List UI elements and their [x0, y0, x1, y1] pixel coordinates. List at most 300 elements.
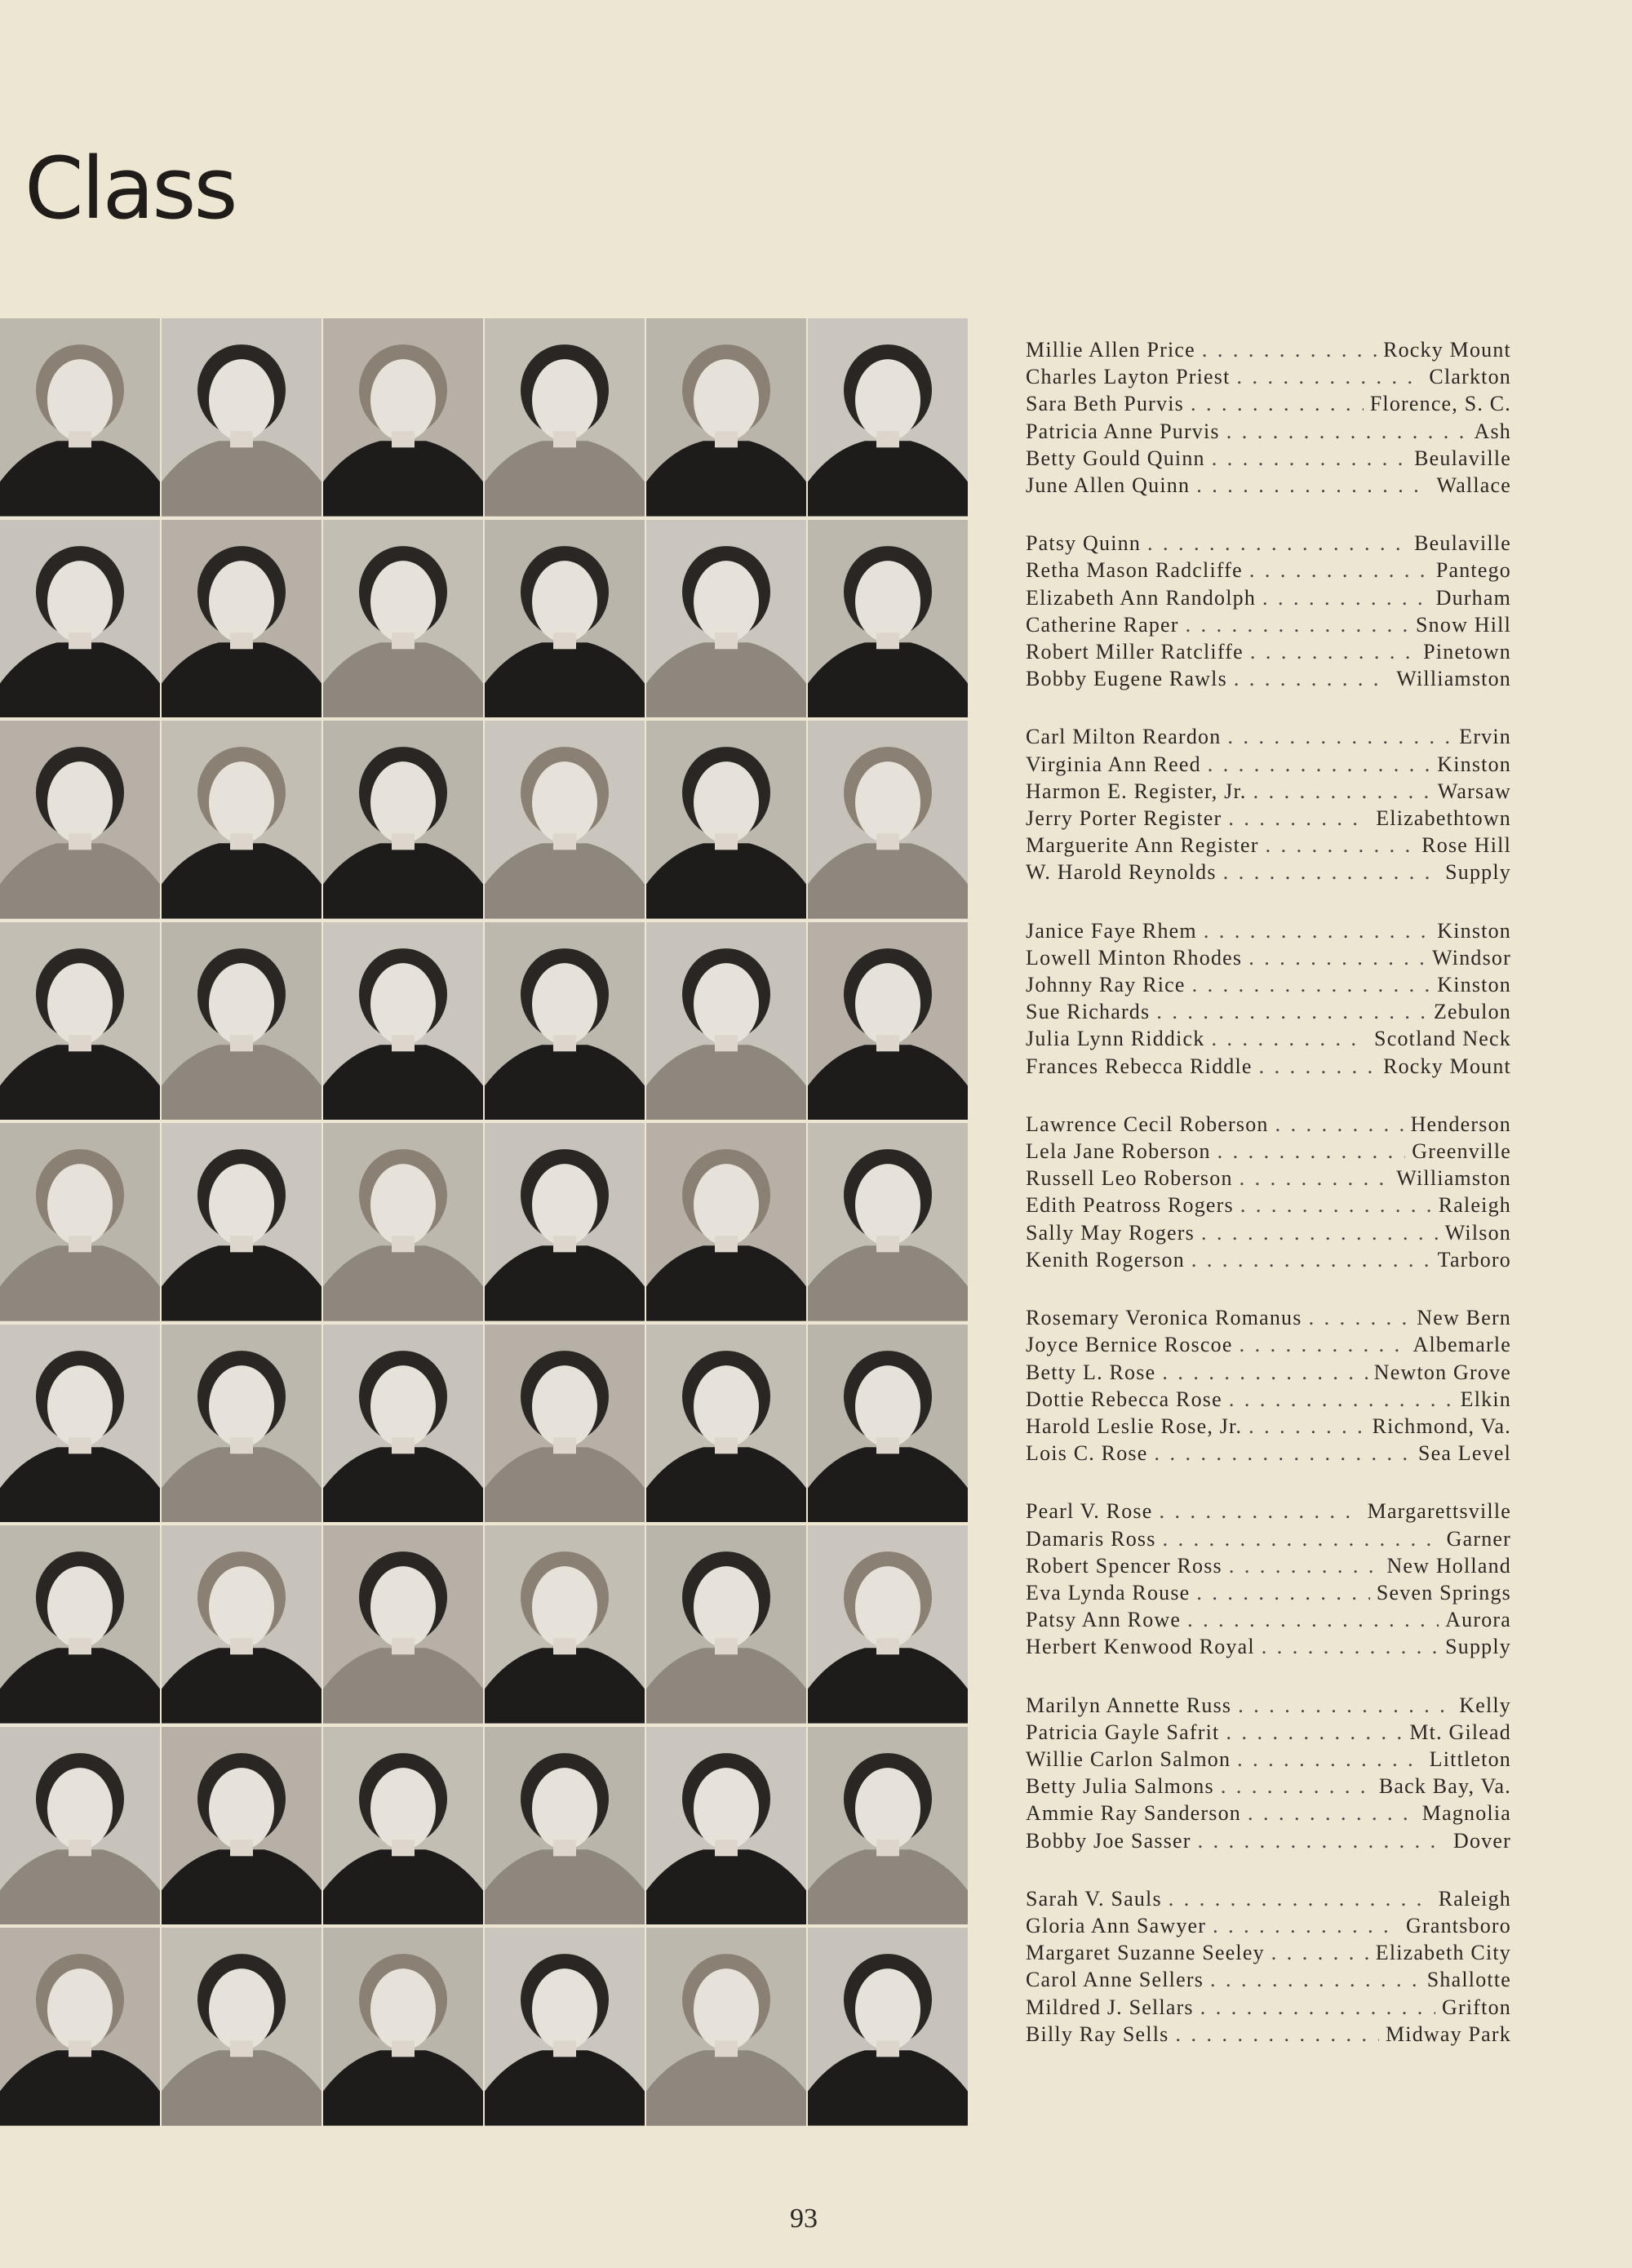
- student-entry: [1026, 859, 1511, 885]
- student-portrait: [808, 1928, 968, 2126]
- dot-leader: [1208, 751, 1430, 778]
- student-hometown: Raleigh: [1438, 1886, 1511, 1911]
- student-portrait: [162, 922, 322, 1121]
- student-portrait: [323, 1727, 483, 1925]
- student-name: Carl Milton Reardon: [1026, 725, 1222, 749]
- student-name: Willie Carlon Salmon: [1026, 1746, 1231, 1771]
- student-portrait: [808, 1123, 968, 1321]
- student-entry: [1026, 1966, 1511, 1993]
- student-name: W. Harold Reynolds: [1026, 860, 1217, 885]
- student-name: Betty Gould Quinn: [1026, 446, 1205, 470]
- student-hometown: Ervin: [1459, 725, 1511, 749]
- student-hometown: Ash: [1474, 419, 1511, 443]
- student-portrait: [808, 520, 968, 718]
- student-portrait: [0, 1123, 160, 1321]
- student-name-list: [1026, 336, 1511, 2079]
- student-hometown: Littleton: [1429, 1746, 1511, 1771]
- dot-leader: [1196, 472, 1430, 499]
- student-portrait: [162, 1325, 322, 1523]
- student-portrait: [323, 1325, 483, 1523]
- student-name: Sarah V. Sauls: [1026, 1886, 1162, 1911]
- portrait-silhouette: [162, 1525, 322, 1724]
- student-hometown: Richmond, Va.: [1372, 1414, 1511, 1438]
- student-hometown: Dover: [1453, 1828, 1511, 1853]
- student-entry: [1026, 1165, 1511, 1192]
- portrait-silhouette: [0, 1525, 160, 1724]
- student-portrait: [0, 922, 160, 1121]
- student-hometown: Supply: [1445, 860, 1511, 885]
- student-entry: [1026, 944, 1511, 971]
- student-name: Betty L. Rose: [1026, 1360, 1156, 1384]
- student-entry: [1026, 1498, 1511, 1525]
- student-portrait: [323, 1123, 483, 1321]
- portrait-silhouette: [808, 318, 968, 517]
- student-name: Margaret Suzanne Seeley: [1026, 1941, 1265, 1965]
- student-portrait: [323, 520, 483, 718]
- student-portrait: [485, 922, 645, 1121]
- student-portrait: [485, 721, 645, 919]
- dot-leader: [1271, 1939, 1369, 1966]
- dot-leader: [1191, 1246, 1431, 1273]
- dot-leader: [1248, 944, 1426, 971]
- student-name: Sue Richards: [1026, 1000, 1151, 1024]
- dot-leader: [1159, 1498, 1360, 1525]
- student-name: Lawrence Cecil Roberson: [1026, 1112, 1269, 1136]
- dot-leader: [1154, 1440, 1412, 1467]
- student-hometown: Elizabethtown: [1376, 806, 1511, 831]
- student-portrait: [646, 1325, 806, 1523]
- student-hometown: New Bern: [1417, 1306, 1511, 1330]
- portrait-silhouette: [646, 922, 806, 1121]
- student-portrait: [0, 1727, 160, 1925]
- portrait-silhouette: [0, 1123, 160, 1321]
- student-portrait: [485, 1928, 645, 2126]
- student-hometown: Williamston: [1396, 667, 1511, 691]
- dot-leader: [1204, 917, 1430, 944]
- student-hometown: Rocky Mount: [1383, 338, 1511, 362]
- student-entry: [1026, 1053, 1511, 1080]
- student-portrait: [0, 721, 160, 919]
- student-name: Lowell Minton Rhodes: [1026, 945, 1243, 970]
- student-entry: [1026, 1994, 1511, 2021]
- portrait-silhouette: [646, 1325, 806, 1523]
- dot-leader: [1248, 1413, 1365, 1440]
- student-portrait: [323, 318, 483, 517]
- dot-leader: [1187, 1606, 1439, 1633]
- student-portrait: [485, 520, 645, 718]
- student-name: Harold Leslie Rose, Jr.: [1026, 1414, 1243, 1438]
- student-portrait: [485, 1727, 645, 1925]
- student-name: Charles Layton Priest: [1026, 365, 1231, 389]
- student-portrait: [323, 721, 483, 919]
- dot-leader: [1213, 1912, 1399, 1939]
- portrait-silhouette: [808, 1727, 968, 1925]
- student-hometown: Williamston: [1396, 1166, 1511, 1191]
- student-hometown: Rocky Mount: [1383, 1054, 1511, 1078]
- portrait-silhouette: [646, 1123, 806, 1321]
- student-name: Edith Peatross Rogers: [1026, 1193, 1234, 1218]
- portrait-silhouette: [323, 1123, 483, 1321]
- dot-leader: [1234, 665, 1390, 692]
- student-name: Sally May Rogers: [1026, 1220, 1195, 1245]
- student-hometown: Florence, S. C.: [1369, 392, 1511, 416]
- portrait-silhouette: [323, 922, 483, 1121]
- student-portrait: [162, 1928, 322, 2126]
- student-entry: [1026, 1440, 1511, 1467]
- student-hometown: Wallace: [1436, 473, 1511, 498]
- student-name: Marilyn Annette Russ: [1026, 1693, 1232, 1717]
- portrait-silhouette: [808, 721, 968, 919]
- student-entry: [1026, 418, 1511, 445]
- student-name: Russell Leo Roberson: [1026, 1166, 1233, 1191]
- student-entry: [1026, 1912, 1511, 1939]
- portrait-silhouette: [0, 1325, 160, 1523]
- portrait-silhouette: [0, 922, 160, 1121]
- student-name: Bobby Eugene Rawls: [1026, 667, 1227, 691]
- student-hometown: Warsaw: [1437, 779, 1511, 803]
- student-entry: [1026, 723, 1511, 750]
- student-entry: [1026, 1606, 1511, 1633]
- student-entry: [1026, 1552, 1511, 1579]
- student-entry: [1026, 971, 1511, 998]
- name-group: [1026, 1692, 1511, 1854]
- student-portrait: [0, 1928, 160, 2126]
- portrait-silhouette: [485, 721, 645, 919]
- dot-leader: [1201, 1219, 1439, 1246]
- student-entry: [1026, 1413, 1511, 1440]
- portrait-silhouette: [808, 1123, 968, 1321]
- portrait-silhouette: [323, 1325, 483, 1523]
- student-name: Patricia Gayle Safrit: [1026, 1720, 1220, 1744]
- dot-leader: [1248, 1800, 1416, 1826]
- student-portrait: [808, 922, 968, 1121]
- student-hometown: Kelly: [1459, 1693, 1511, 1717]
- dot-leader: [1226, 1719, 1403, 1746]
- student-name: Marguerite Ann Register: [1026, 833, 1259, 858]
- student-hometown: Sea Level: [1417, 1441, 1511, 1466]
- dot-leader: [1198, 1827, 1447, 1854]
- student-hometown: Elizabeth City: [1375, 1941, 1511, 1965]
- name-group: [1026, 1111, 1511, 1273]
- student-entry: [1026, 445, 1511, 472]
- student-name: Eva Lynda Rouse: [1026, 1580, 1191, 1604]
- page-title: Class: [24, 139, 236, 238]
- name-group: [1026, 1498, 1511, 1660]
- student-entry: [1026, 1800, 1511, 1826]
- student-entry: [1026, 557, 1511, 584]
- student-name: Jerry Porter Register: [1026, 806, 1222, 831]
- dot-leader: [1253, 778, 1431, 805]
- portrait-silhouette: [162, 520, 322, 718]
- portrait-silhouette: [323, 318, 483, 517]
- name-group: [1026, 917, 1511, 1080]
- portrait-silhouette: [162, 1928, 322, 2126]
- portrait-silhouette: [808, 520, 968, 718]
- student-hometown: Wilson: [1444, 1220, 1511, 1245]
- student-hometown: Beulaville: [1414, 531, 1511, 556]
- student-entry: [1026, 1025, 1511, 1052]
- student-portrait: [323, 1525, 483, 1724]
- portrait-silhouette: [646, 721, 806, 919]
- student-name: Carol Anne Sellers: [1026, 1968, 1204, 1992]
- student-hometown: Raleigh: [1438, 1193, 1511, 1218]
- student-hometown: Snow Hill: [1416, 612, 1511, 637]
- student-entry: [1026, 665, 1511, 692]
- page-number: 93: [790, 2204, 818, 2234]
- portrait-silhouette: [0, 1727, 160, 1925]
- dot-leader: [1262, 1633, 1439, 1660]
- portrait-silhouette: [485, 318, 645, 517]
- dot-leader: [1163, 1525, 1440, 1552]
- student-entry: [1026, 1111, 1511, 1138]
- student-hometown: Newton Grove: [1373, 1360, 1511, 1384]
- student-hometown: Aurora: [1445, 1608, 1511, 1632]
- portrait-silhouette: [646, 1928, 806, 2126]
- dot-leader: [1162, 1359, 1367, 1386]
- student-portrait: [323, 1928, 483, 2126]
- student-portrait: [162, 318, 322, 517]
- portrait-silhouette: [808, 1928, 968, 2126]
- dot-leader: [1175, 2021, 1379, 2048]
- student-name: Lela Jane Roberson: [1026, 1139, 1211, 1164]
- student-portrait: [485, 1525, 645, 1724]
- portrait-silhouette: [485, 1123, 645, 1321]
- student-entry: [1026, 2021, 1511, 2048]
- dot-leader: [1240, 1165, 1390, 1192]
- dot-leader: [1240, 1331, 1407, 1358]
- student-name: Damaris Ross: [1026, 1526, 1156, 1551]
- portrait-silhouette: [162, 1727, 322, 1925]
- student-name: Joyce Bernice Roscoe: [1026, 1333, 1233, 1357]
- student-entry: [1026, 1138, 1511, 1165]
- student-portrait: [0, 318, 160, 517]
- portrait-silhouette: [323, 520, 483, 718]
- student-portrait: [646, 520, 806, 718]
- student-name: Robert Miller Ratcliffe: [1026, 640, 1244, 664]
- student-entry: [1026, 1219, 1511, 1246]
- student-portrait: [646, 721, 806, 919]
- dot-leader: [1212, 445, 1408, 472]
- portrait-silhouette: [646, 318, 806, 517]
- student-portrait: [808, 318, 968, 517]
- student-name: Pearl V. Rose: [1026, 1499, 1153, 1524]
- dot-leader: [1202, 336, 1377, 363]
- portrait-silhouette: [0, 1928, 160, 2126]
- student-name: Mildred J. Sellars: [1026, 1995, 1194, 2019]
- student-name: Bobby Joe Sasser: [1026, 1828, 1191, 1853]
- student-name: Elizabeth Ann Randolph: [1026, 585, 1257, 610]
- dot-leader: [1223, 859, 1439, 885]
- portrait-grid: [0, 318, 963, 2130]
- portrait-silhouette: [485, 1325, 645, 1523]
- dot-leader: [1191, 390, 1364, 417]
- student-name: Julia Lynn Riddick: [1026, 1027, 1205, 1051]
- portrait-silhouette: [323, 1525, 483, 1724]
- dot-leader: [1229, 1552, 1381, 1579]
- student-hometown: Greenville: [1412, 1139, 1511, 1164]
- student-entry: [1026, 530, 1511, 557]
- student-hometown: Mt. Gilead: [1409, 1720, 1511, 1744]
- student-entry: [1026, 1525, 1511, 1552]
- student-hometown: Scotland Neck: [1374, 1027, 1511, 1051]
- student-portrait: [646, 318, 806, 517]
- dot-leader: [1169, 1885, 1432, 1912]
- student-entry: [1026, 584, 1511, 611]
- student-portrait: [323, 922, 483, 1121]
- student-portrait: [808, 1325, 968, 1523]
- name-group: [1026, 1885, 1511, 2048]
- dot-leader: [1192, 971, 1431, 998]
- portrait-silhouette: [808, 1525, 968, 1724]
- name-group: [1026, 336, 1511, 499]
- student-name: Patricia Anne Purvis: [1026, 419, 1220, 443]
- dot-leader: [1249, 557, 1430, 584]
- student-portrait: [808, 1525, 968, 1724]
- student-hometown: New Holland: [1386, 1553, 1511, 1578]
- dot-leader: [1228, 805, 1369, 832]
- student-name: Janice Faye Rhem: [1026, 918, 1197, 943]
- student-entry: [1026, 1719, 1511, 1746]
- portrait-silhouette: [485, 520, 645, 718]
- student-entry: [1026, 472, 1511, 499]
- dot-leader: [1266, 832, 1416, 859]
- portrait-silhouette: [808, 922, 968, 1121]
- student-name: Harmon E. Register, Jr.: [1026, 779, 1247, 803]
- student-name: Retha Mason Radcliffe: [1026, 558, 1243, 583]
- student-entry: [1026, 1579, 1511, 1606]
- dot-leader: [1217, 1138, 1406, 1165]
- student-hometown: Kinston: [1437, 752, 1511, 776]
- student-name: Patsy Ann Rowe: [1026, 1608, 1182, 1632]
- dot-leader: [1250, 638, 1417, 665]
- student-entry: [1026, 805, 1511, 832]
- student-portrait: [0, 1525, 160, 1724]
- student-hometown: Garner: [1446, 1526, 1511, 1551]
- portrait-silhouette: [162, 1123, 322, 1321]
- portrait-silhouette: [646, 1727, 806, 1925]
- student-entry: [1026, 1246, 1511, 1273]
- dot-leader: [1226, 418, 1468, 445]
- student-hometown: Back Bay, Va.: [1378, 1774, 1511, 1799]
- student-hometown: Magnolia: [1421, 1801, 1511, 1826]
- student-entry: [1026, 1386, 1511, 1413]
- student-portrait: [162, 1727, 322, 1925]
- student-hometown: Margarettsville: [1367, 1499, 1511, 1524]
- dot-leader: [1227, 723, 1452, 750]
- student-hometown: Rose Hill: [1421, 833, 1511, 858]
- student-portrait: [0, 1325, 160, 1523]
- student-hometown: Tarboro: [1437, 1247, 1511, 1272]
- student-entry: [1026, 1885, 1511, 1912]
- dot-leader: [1275, 1111, 1404, 1138]
- student-entry: [1026, 998, 1511, 1025]
- name-group: [1026, 530, 1511, 692]
- student-portrait: [485, 1123, 645, 1321]
- student-entry: [1026, 363, 1511, 390]
- student-name: June Allen Quinn: [1026, 473, 1191, 498]
- student-name: Johnny Ray Rice: [1026, 973, 1186, 997]
- student-entry: [1026, 1773, 1511, 1800]
- student-name: Robert Spencer Ross: [1026, 1553, 1222, 1578]
- student-portrait: [808, 1727, 968, 1925]
- student-hometown: Durham: [1435, 585, 1511, 610]
- portrait-silhouette: [485, 1525, 645, 1724]
- portrait-silhouette: [485, 1727, 645, 1925]
- student-name: Lois C. Rose: [1026, 1441, 1148, 1466]
- student-entry: [1026, 751, 1511, 778]
- student-hometown: Clarkton: [1429, 365, 1511, 389]
- student-hometown: Seven Springs: [1376, 1580, 1511, 1604]
- student-name: Catherine Raper: [1026, 612, 1179, 637]
- dot-leader: [1210, 1966, 1421, 1993]
- student-entry: [1026, 611, 1511, 638]
- student-name: Sara Beth Purvis: [1026, 392, 1184, 416]
- student-hometown: Beulaville: [1414, 446, 1511, 470]
- dot-leader: [1211, 1025, 1368, 1052]
- portrait-silhouette: [0, 721, 160, 919]
- dot-leader: [1147, 530, 1408, 557]
- student-portrait: [162, 1123, 322, 1321]
- dot-leader: [1186, 611, 1409, 638]
- student-entry: [1026, 778, 1511, 805]
- student-hometown: Kinston: [1437, 973, 1511, 997]
- student-name: Ammie Ray Sanderson: [1026, 1801, 1241, 1826]
- student-hometown: Zebulon: [1433, 1000, 1511, 1024]
- portrait-silhouette: [485, 922, 645, 1121]
- student-name: Dottie Rebecca Rose: [1026, 1387, 1222, 1411]
- student-hometown: Pinetown: [1423, 640, 1511, 664]
- student-portrait: [162, 721, 322, 919]
- dot-leader: [1200, 1994, 1435, 2021]
- student-portrait: [808, 721, 968, 919]
- portrait-silhouette: [323, 1727, 483, 1925]
- student-hometown: Albemarle: [1412, 1333, 1511, 1357]
- portrait-silhouette: [808, 1325, 968, 1523]
- student-hometown: Pantego: [1435, 558, 1511, 583]
- student-name: Gloria Ann Sawyer: [1026, 1913, 1207, 1937]
- student-name: Rosemary Veronica Romanus: [1026, 1306, 1302, 1330]
- dot-leader: [1196, 1579, 1369, 1606]
- dot-leader: [1259, 1053, 1377, 1080]
- student-entry: [1026, 1692, 1511, 1719]
- student-name: Patsy Quinn: [1026, 531, 1142, 556]
- student-hometown: Windsor: [1432, 945, 1511, 970]
- student-portrait: [162, 1525, 322, 1724]
- dot-leader: [1156, 998, 1427, 1025]
- name-group: [1026, 723, 1511, 885]
- dot-leader: [1240, 1192, 1432, 1218]
- student-entry: [1026, 1827, 1511, 1854]
- student-portrait: [162, 520, 322, 718]
- portrait-silhouette: [646, 520, 806, 718]
- portrait-silhouette: [0, 318, 160, 517]
- student-name: Millie Allen Price: [1026, 338, 1195, 362]
- student-entry: [1026, 1746, 1511, 1773]
- student-entry: [1026, 390, 1511, 417]
- dot-leader: [1221, 1773, 1373, 1800]
- student-entry: [1026, 638, 1511, 665]
- student-name: Billy Ray Sells: [1026, 2022, 1169, 2046]
- portrait-silhouette: [485, 1928, 645, 2126]
- name-group: [1026, 1304, 1511, 1467]
- student-hometown: Kinston: [1437, 918, 1511, 943]
- student-name: Kenith Rogerson: [1026, 1247, 1185, 1272]
- student-entry: [1026, 1304, 1511, 1331]
- portrait-silhouette: [162, 721, 322, 919]
- dot-leader: [1229, 1386, 1454, 1413]
- portrait-silhouette: [323, 1928, 483, 2126]
- dot-leader: [1238, 1692, 1452, 1719]
